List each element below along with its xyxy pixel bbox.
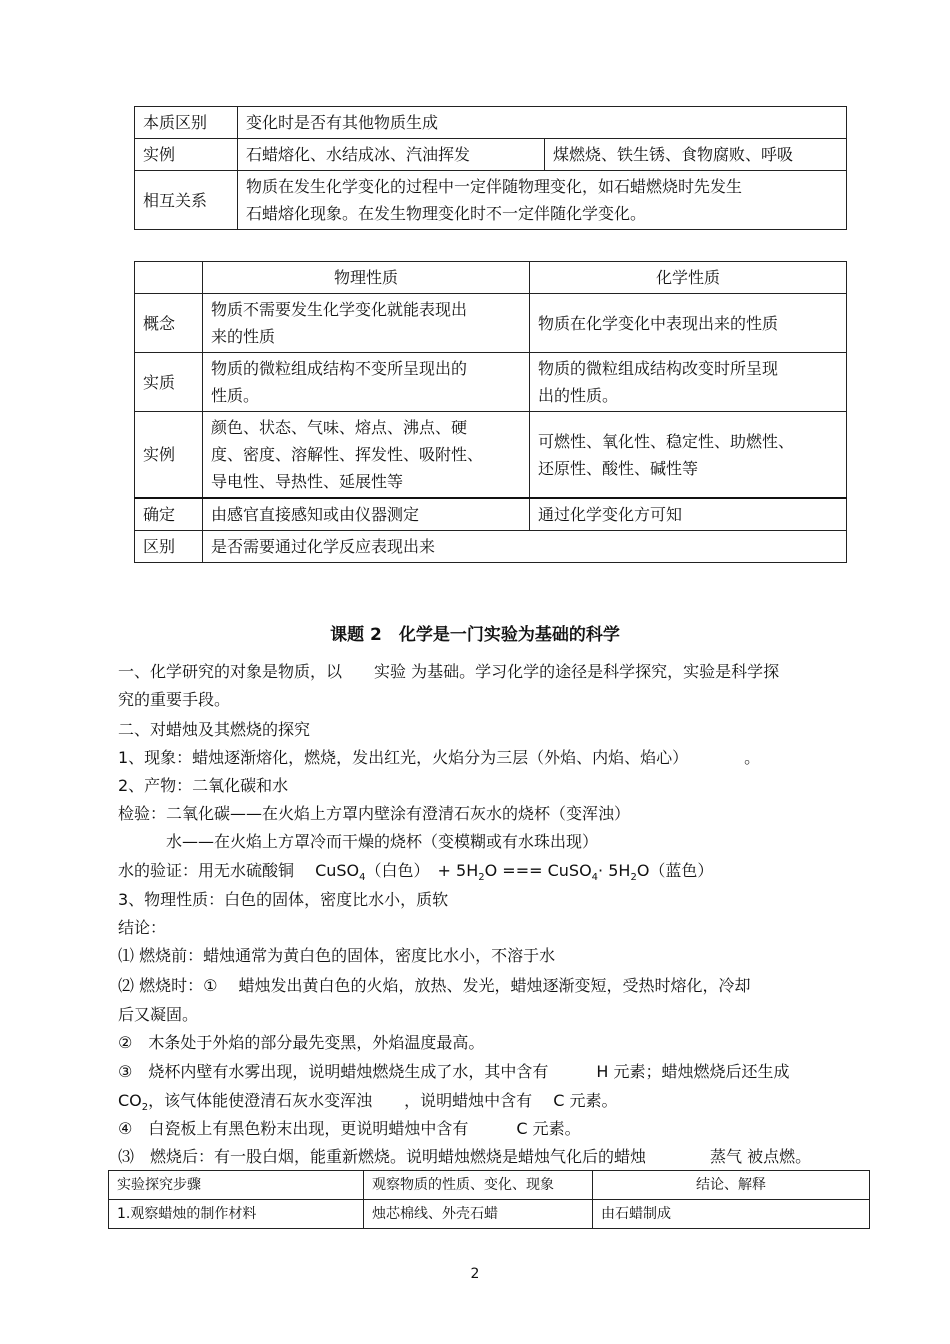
cell: 是否需要通过化学反应表现出来 [203,531,847,563]
paragraph: 3、物理性质：白色的固体，密度比水小，质软 [118,890,449,909]
header-cell: 结论、解释 [593,1171,870,1200]
cell-line: 性质。 [211,386,260,405]
paragraph [118,1090,618,1119]
row-label: 实质 [135,353,203,412]
cell-line: 颜色、状态、气味、熔点、沸点、硬 [211,418,468,437]
row-label: 实例 [135,139,238,171]
cell-line: 石蜡熔化现象。在发生物理变化时不一定伴随化学变化。 [246,204,647,223]
page-number: 2 [470,1266,480,1282]
formula-part: O（蓝色） [636,861,714,880]
subscript: 2 [630,872,637,884]
paragraph: 1、现象：蜡烛逐渐熔化，燃烧，发出红光，火焰分为三层（外焰、内焰、焰心） 。 [118,748,761,767]
header-cell [135,262,203,294]
cell [203,412,530,499]
cell-line: 出的性质。 [538,386,619,405]
table-row [135,107,847,139]
paragraph: ⑴ 燃烧前：蜡烛通常为黄白色的固体，密度比水小，不溶于水 [118,946,556,965]
header-cell: 实验探究步骤 [109,1171,364,1200]
row-label: 概念 [135,294,203,353]
paragraph: 二、对蜡烛及其燃烧的探究 [118,720,311,739]
paragraph: ② 木条处于外焰的部分最先变黑，外焰温度最高。 [118,1033,485,1052]
change-comparison-table [134,106,847,230]
formula-part: （白色） + 5H [365,861,479,880]
paragraph-formula [118,860,713,889]
table-row [109,1200,870,1229]
property-comparison-table [134,261,847,563]
table-row [135,412,847,499]
table-header-row [135,262,847,294]
paragraph: 结论： [118,918,167,937]
table-row [135,171,847,230]
table-row [135,531,847,563]
table-row [135,294,847,353]
row-label: 相互关系 [135,171,238,230]
cell-line: 物质的微粒组成结构不变所呈现出的 [211,359,468,378]
header-cell: 观察物质的性质、变化、现象 [364,1171,593,1200]
cell: 通过化学变化方可知 [530,498,847,531]
paragraph: 水——在火焰上方罩冷而干燥的烧杯（变模糊或有水珠出现） [118,832,599,851]
cell [238,171,847,230]
cell-line: 还原性、酸性、碱性等 [538,458,699,478]
header-cell: 物理性质 [203,262,530,294]
table-row [135,498,847,531]
cell [203,353,530,412]
cell: 由石蜡制成 [593,1200,870,1229]
paragraph: 究的重要手段。 [118,690,231,709]
table-header-row [109,1171,870,1200]
subscript: 4 [591,872,599,884]
cell: 烛芯棉线、外壳石蜡 [364,1200,593,1229]
cell: 1.观察蜡烛的制作材料 [109,1200,364,1229]
row-label: 确定 [135,498,203,531]
cell: 由感官直接感知或由仪器测定 [203,498,530,531]
subscript: 2 [478,872,485,884]
cell [530,353,847,412]
cell-line: 物质在发生化学变化的过程中一定伴随物理变化，如石蜡燃烧时先发生 [246,177,743,196]
formula-part: 水的验证：用无水硫酸铜 CuSO [118,861,360,880]
cell-line: 度、密度、溶解性、挥发性、吸附性、 [211,445,484,464]
paragraph-text: ，该气体能使澄清石灰水变浑浊 ，说明蜡烛中含有 C 元素。 [148,1091,618,1110]
paragraph: ④ 白瓷板上有黑色粉末出现，更说明蜡烛中含有 C 元素。 [118,1119,581,1138]
subscript: 4 [359,872,366,884]
row-label: 本质区别 [135,107,238,139]
section-title: 课题 2 化学是一门实验为基础的科学 [330,625,620,645]
cell-line: 来的性质 [211,327,276,346]
paragraph: 检验：二氧化碳——在火焰上方罩内壁涂有澄清石灰水的烧杯（变浑浊） [118,804,631,823]
cell: 煤燃烧、铁生锈、食物腐败、呼吸 [545,139,847,171]
paragraph: 后又凝固。 [118,1005,199,1024]
paragraph: ⑵ 燃烧时：① 蜡烛发出黄白色的火焰，放热、发光，蜡烛逐渐变短，受热时熔化，冷却 [118,976,751,995]
formula-part: CO [118,1091,142,1110]
experiment-table [108,1170,870,1229]
formula-part: O === CuSO [484,861,592,880]
cell [530,412,847,499]
row-label: 实例 [135,412,203,499]
header-cell: 化学性质 [530,262,847,294]
cell [203,294,530,353]
formula-part: · 5H [598,861,631,880]
paragraph: 一、化学研究的对象是物质，以 实验 为基础。学习化学的途径是科学探究，实验是科学探 [118,662,780,681]
cell-line: 可燃性、氧化性、稳定性、助燃性、 [538,431,795,451]
cell: 石蜡熔化、水结成冰、汽油挥发 [238,139,545,171]
paragraph: ⑶ 燃烧后：有一股白烟，能重新燃烧。说明蜡烛燃烧是蜡烛气化后的蜡烛 蒸气 被点燃。 [118,1147,812,1166]
paragraph: 2、产物：二氧化碳和水 [118,776,289,795]
subscript: 2 [141,1102,149,1114]
cell-line: 物质不需要发生化学变化就能表现出 [211,300,468,319]
cell: 变化时是否有其他物质生成 [238,107,847,139]
paragraph: ③ 烧杯内壁有水雾出现，说明蜡烛燃烧生成了水，其中含有 H 元素；蜡烛燃烧后还生成 [118,1062,790,1081]
cell-line: 导电性、导热性、延展性等 [211,472,404,491]
table-row [135,353,847,412]
cell-line: 物质的微粒组成结构改变时所呈现 [538,359,779,378]
row-label: 区别 [135,531,203,563]
cell: 物质在化学变化中表现出来的性质 [530,294,847,353]
table-row [135,139,847,171]
